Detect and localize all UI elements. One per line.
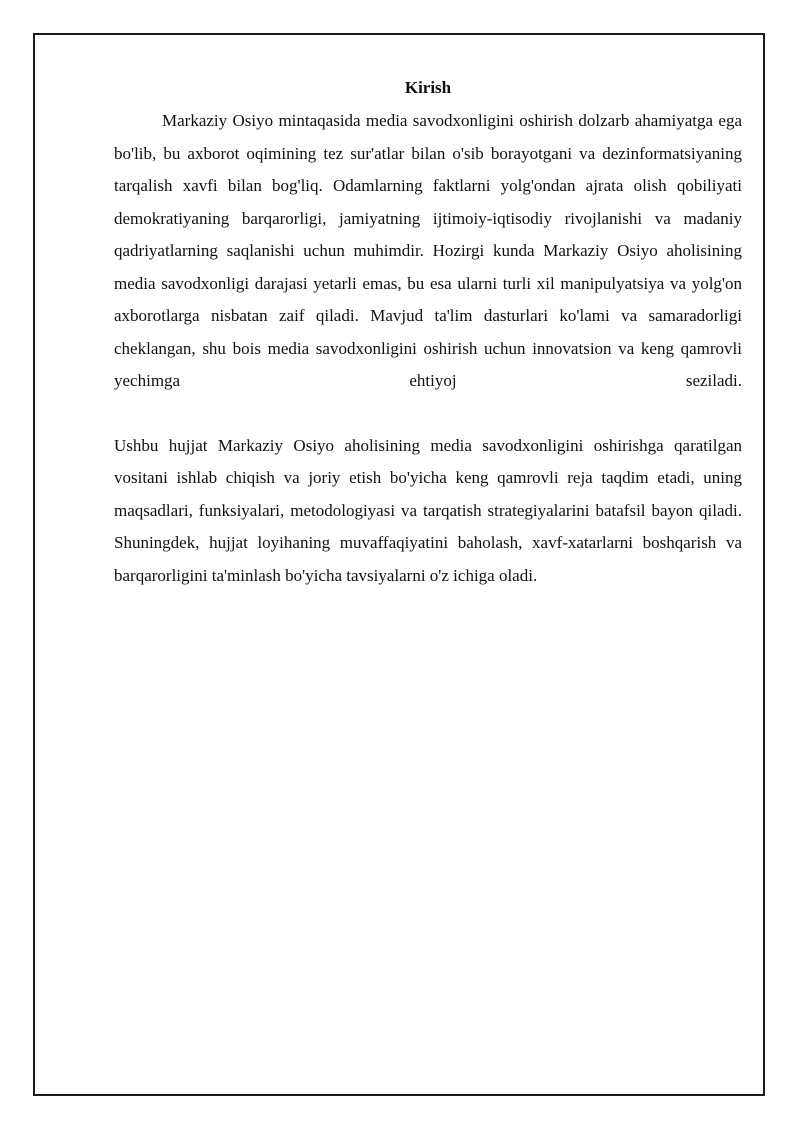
paragraph-intro: Markaziy Osiyo mintaqasida media savodxonligini oshirish dolzarb ahamiyatga ega bo'lib, bu axborot oqimining tez sur'atlar bilan o'sib borayotgani va dezinformatsiyaning tarqalish xavfi bilan bog'liq. Odamlarning faktlarni yolg'ondan ajrata olish qobiliyati demokratiyaning barqarorligi, jamiyatning ijtimoiy-iqtisodiy rivojlanishi va madaniy qadriyatlarning saqlanishi uchun muhimdir. Hozirgi kunda Markaziy Osiyo aholisining media savodxonligi darajasi yetarli emas, bu esa ularni turli xil manipulyatsiya va yolg'on axborotlarga nisbatan zaif qiladi. Mavjud ta'lim dasturlari ko'lami va samaradorligi cheklangan, shu bois media savodxonligini oshirish uchun innovatsion va keng qamrovli yechimga ehtiyoj seziladi. bbox=[114, 111, 742, 390]
paragraph-summary: Ushbu hujjat Markaziy Osiyo aholisining media savodxonligini oshirishga qaratilgan vositani ishlab chiqish va joriy etish bo'yicha keng qamrovli reja taqdim etadi, uning maqsadlari, funksiyalari, metodologiyasi va tarqatish strategiyalarini batafsil bayon qiladi. Shuningdek, hujjat loyihaning muvaffaqiyatini baholash, xavf-xatarlarni boshqarish va barqarorligini ta'minlash bo'yicha tavsiyalarni o'z ichiga oladi. bbox=[114, 435, 742, 585]
document-body bbox=[114, 75, 742, 592]
page-title: Kirish bbox=[404, 78, 452, 97]
